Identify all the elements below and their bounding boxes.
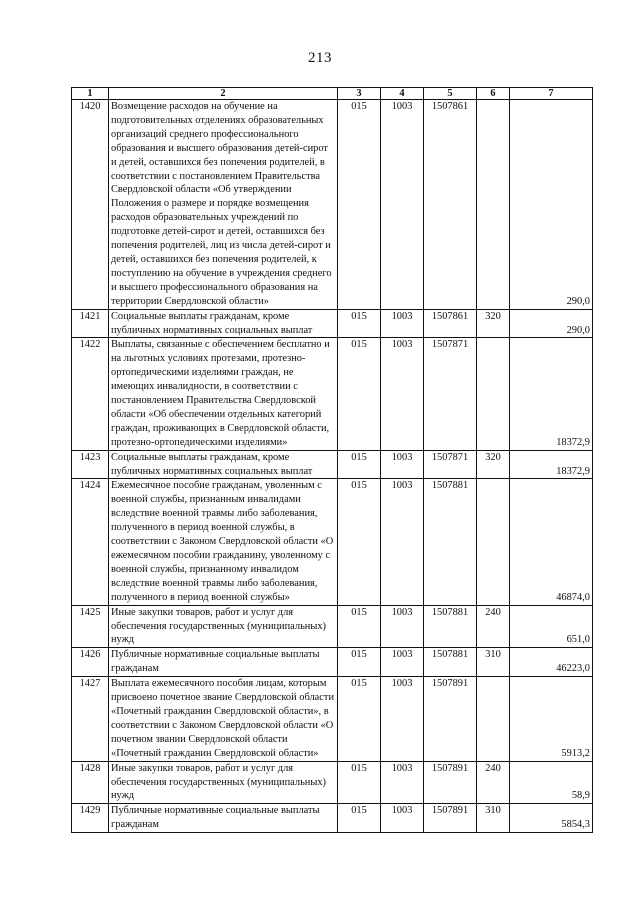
row-code: 1422 [72,338,109,450]
row-amount: 18372,9 [510,450,593,479]
row-code: 1420 [72,100,109,310]
table-row [72,677,593,761]
row-target-article: 1507881 [424,648,477,677]
page-number: 213 [308,50,332,66]
table-row [72,450,593,479]
row-code: 1421 [72,309,109,338]
row-section: 1003 [381,677,424,761]
row-admin-code: 015 [338,338,381,450]
row-amount: 46223,0 [510,648,593,677]
column-header: 6 [477,88,510,100]
row-amount: 290,0 [510,100,593,310]
column-header: 4 [381,88,424,100]
row-admin-code: 015 [338,479,381,605]
row-code: 1428 [72,761,109,804]
row-section: 1003 [381,761,424,804]
row-code: 1425 [72,605,109,648]
row-amount: 5854,3 [510,804,593,833]
row-name: Выплаты, связанные с обеспечением бесплатно и на льготных условиях протезами, протезно-ортопедическими изделиями граждан, не имеющих инвалидности, в соответствии с постановлением Правительства Свердловской области «Об обеспечении отдельных категорий граждан, проживающих в Свердловской области, протезно-ортопедическими изделиями» [109,338,338,450]
row-expense-type [477,677,510,761]
row-expense-type: 240 [477,761,510,804]
row-admin-code: 015 [338,100,381,310]
row-admin-code: 015 [338,450,381,479]
column-header: 5 [424,88,477,100]
row-amount: 290,0 [510,309,593,338]
row-name: Социальные выплаты гражданам, кроме публичных нормативных социальных выплат [109,450,338,479]
row-section: 1003 [381,648,424,677]
row-section: 1003 [381,309,424,338]
row-section: 1003 [381,804,424,833]
row-code: 1429 [72,804,109,833]
table-row [72,605,593,648]
row-expense-type: 310 [477,648,510,677]
row-amount: 58,9 [510,761,593,804]
column-header: 1 [72,88,109,100]
row-target-article: 1507861 [424,309,477,338]
row-target-article: 1507871 [424,338,477,450]
table-row [72,309,593,338]
table-row [72,804,593,833]
row-amount: 18372,9 [510,338,593,450]
table-header-row [72,88,593,100]
table-row [72,761,593,804]
row-admin-code: 015 [338,605,381,648]
row-name: Возмещение расходов на обучение на подготовительных отделениях образовательных организаций среднего профессионального образования и высшего образования детей-сирот и детей, оставшихся без попечения родителей, в соответствии с постановлением Правительства Свердловской области «Об утверждении Положения о размере и порядке возмещения расходов образовательных учреждений по подготовке детей-сирот и детей, оставшихся без попечения родителей, лиц из числа детей-сирот и детей, оставшихся без попечения родителей, к поступлению на обучение в учреждения среднего и высшего профессионального образования на территории Свердловской области» [109,100,338,310]
row-amount: 46874,0 [510,479,593,605]
row-admin-code: 015 [338,761,381,804]
row-target-article: 1507861 [424,100,477,310]
column-header: 3 [338,88,381,100]
row-expense-type [477,338,510,450]
row-expense-type [477,479,510,605]
row-code: 1423 [72,450,109,479]
row-name: Иные закупки товаров, работ и услуг для обеспечения государственных (муниципальных) нужд [109,605,338,648]
row-name: Публичные нормативные социальные выплаты гражданам [109,804,338,833]
table-row [72,648,593,677]
row-target-article: 1507891 [424,804,477,833]
table-row [72,100,593,310]
column-header: 7 [510,88,593,100]
column-header: 2 [109,88,338,100]
row-expense-type [477,100,510,310]
row-expense-type: 320 [477,450,510,479]
row-admin-code: 015 [338,648,381,677]
row-target-article: 1507871 [424,450,477,479]
row-target-article: 1507891 [424,677,477,761]
row-section: 1003 [381,338,424,450]
row-code: 1426 [72,648,109,677]
row-section: 1003 [381,479,424,605]
row-expense-type: 320 [477,309,510,338]
row-admin-code: 015 [338,804,381,833]
row-code: 1427 [72,677,109,761]
row-amount: 5913,2 [510,677,593,761]
row-amount: 651,0 [510,605,593,648]
row-target-article: 1507891 [424,761,477,804]
row-section: 1003 [381,450,424,479]
budget-table [71,87,593,833]
row-expense-type: 240 [477,605,510,648]
row-admin-code: 015 [338,309,381,338]
row-expense-type: 310 [477,804,510,833]
row-name: Иные закупки товаров, работ и услуг для обеспечения государственных (муниципальных) нужд [109,761,338,804]
row-code: 1424 [72,479,109,605]
table-row [72,479,593,605]
table-row [72,338,593,450]
row-section: 1003 [381,100,424,310]
row-name: Выплата ежемесячного пособия лицам, которым присвоено почетное звание Свердловской области «Почетный гражданин Свердловской области», в соответствии с Законом Свердловской области «О почетном звании Свердловской области «Почетный гражданин Свердловской области» [109,677,338,761]
row-name: Социальные выплаты гражданам, кроме публичных нормативных социальных выплат [109,309,338,338]
row-name: Ежемесячное пособие гражданам, уволенным с военной службы, признанным инвалидами вследствие военной травмы либо заболевания, полученного в период военной службы, в соответствии с Законом Свердловской области «О ежемесячном пособии гражданину, уволенному с военной службы, признанному инвалидом вследствие военной травмы либо заболевания, полученного в период военной службы» [109,479,338,605]
row-target-article: 1507881 [424,479,477,605]
row-admin-code: 015 [338,677,381,761]
row-target-article: 1507881 [424,605,477,648]
row-section: 1003 [381,605,424,648]
row-name: Публичные нормативные социальные выплаты гражданам [109,648,338,677]
